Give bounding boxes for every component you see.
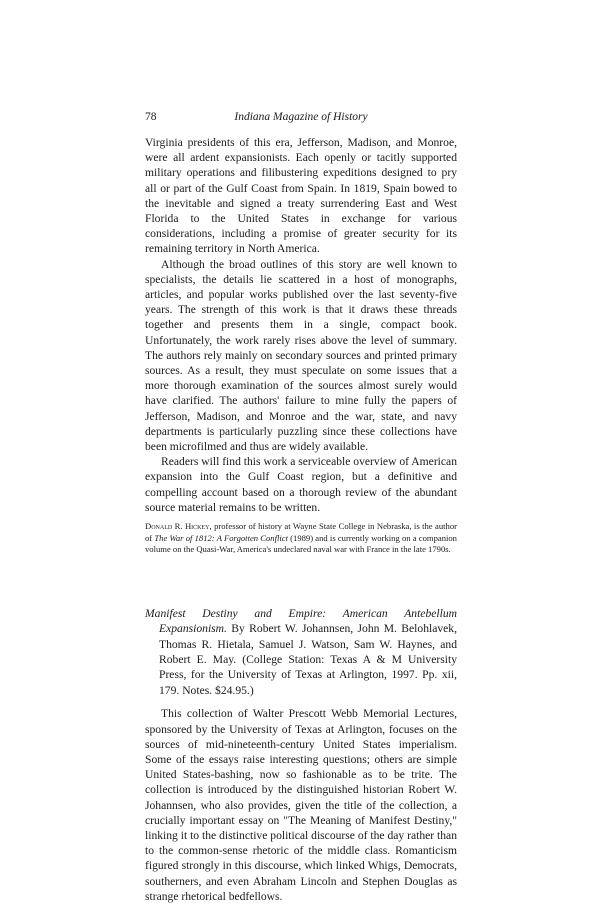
running-header bbox=[145, 111, 457, 127]
review1-paragraph-3: Readers will find this work a serviceable overview of American expansion into the Gulf Coast region, but a definitive and compelling account based on a thorough review of the abundant source material remains to be written. bbox=[145, 455, 457, 514]
journal-title: Indiana Magazine of History bbox=[234, 111, 368, 123]
reviewer-bio-text-1: professor of history at Wayne State College in Nebraska, is the author of bbox=[145, 521, 457, 543]
review2-book-details: By Robert W. Johannsen, John M. Belohlavek, Thomas R. Hietala, Samuel J. Watson, Sam W. Haynes, and Robert E. May. (College Station: Texas A & M University Press, for the University of Texas at Arlington, 1997. Pp. xii, 179. Notes. $24.95.) bbox=[159, 622, 457, 697]
reviewer-book-title: The War of 1812: A Forgotten Conflict bbox=[154, 532, 288, 543]
review1-paragraph-2: Although the broad outlines of this story are well known to specialists, the details lie scattered in a host of monographs, articles, and popular works published over the last seventy-five years. The strength of this work is that it draws these threads together and presents them in a single, compact book. Unfortunately, the work rarely rises above the level of summary. The authors rely mainly on secondary sources and printed primary sources. As a result, they must speculate on some issues that a more thorough examination of the sources almost surely would have clarified. The authors' failure to mine fully the papers of Jefferson, Madison, and Monroe and the war, state, and navy departments is particularly puzzling since these collections have been microfilmed and thus are widely available. bbox=[145, 257, 457, 454]
review2-book-title: Manifest Destiny and Empire: American Antebellum Expansionism. bbox=[145, 606, 457, 636]
page-body bbox=[145, 135, 457, 904]
reviewer-name: Donald R. Hickey, bbox=[145, 521, 212, 532]
review2-paragraph-1: This collection of Walter Prescott Webb Memorial Lectures, sponsored by the University of Texas at Arlington, focuses on the sources of mid-nineteenth-century United States imperialism. Some of the essays raise interesting questions; others are simple United States-bashing, now so fashionable as to be trite. The collection is introduced by the distinguished historian Robert W. Johannsen, who also provides, given the title of the collection, a crucially important essay on "The Meaning of Manifest Destiny," linking it to the distinctive political discourse of the day rather than to the common-sense rhetoric of the middle class. Romanticism figured strongly in this discourse, which linked Whigs, Democrats, southerners, and even Abraham Lincoln and Stephen Douglas as strange rhetorical bedfellows. bbox=[145, 707, 457, 903]
page-number: 78 bbox=[145, 111, 157, 123]
reviewer-bio-text-2: (1989) and is currently working on a companion volume on the Quasi-War, America's undeclared naval war with France in the late 1790s. bbox=[145, 532, 457, 555]
review1-paragraph-1: Virginia presidents of this era, Jefferson, Madison, and Monroe, were all ardent expansionists. Each openly or tacitly supported military operations and filibustering expeditions designed to pry all or part of the Gulf Coast from Spain. In 1819, Spain bowed to the inevitable and signed a treaty surrendering East and West Florida to the United States in exchange for various considerations, including a promise of greater security for its remaining territory in North America. bbox=[145, 136, 457, 256]
reviewer-bio bbox=[145, 521, 457, 556]
review2-heading bbox=[145, 606, 457, 698]
